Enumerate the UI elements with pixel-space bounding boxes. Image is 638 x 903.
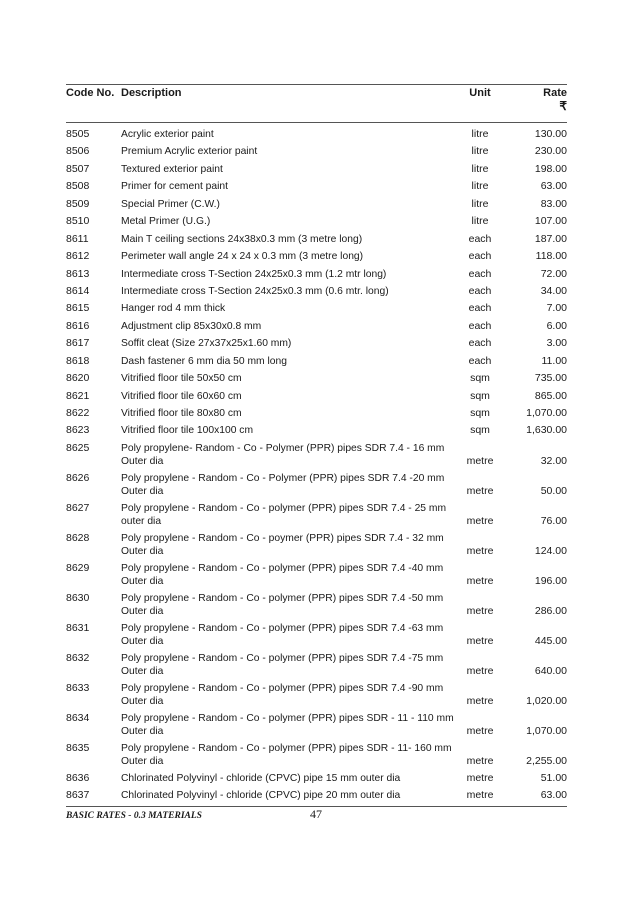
- row-unit: metre: [466, 514, 494, 527]
- row-rate: 7.00: [546, 302, 567, 315]
- row-rate: 1,630.00: [526, 424, 567, 437]
- row-description-line: Vitrified floor tile 60x60 cm: [121, 390, 242, 402]
- row-unit: metre: [466, 634, 494, 647]
- row-code: 8626: [66, 471, 90, 484]
- row-description-line-2: Outer dia: [121, 725, 164, 737]
- row-rate: 640.00: [534, 664, 567, 677]
- row-code: 8629: [66, 561, 90, 574]
- table-row: [66, 591, 567, 621]
- row-unit: sqm: [470, 407, 490, 419]
- row-code: 8637: [66, 789, 90, 802]
- row-description: [121, 789, 461, 805]
- row-description-line: Poly propylene - Random - Co - polymer (PPR) pipes SDR 7.4 - 25 mm: [121, 502, 447, 514]
- row-description-line-2: Outer dia: [121, 665, 164, 677]
- row-description-line: Poly propylene- Random - Co - Polymer (PPR) pipes SDR 7.4 - 16 mm: [121, 442, 445, 454]
- row-rate: 118.00: [535, 250, 567, 263]
- row-unit: litre: [471, 197, 489, 210]
- table-row: [66, 249, 567, 266]
- row-code: 8509: [66, 197, 90, 210]
- row-rate: 865.00: [534, 389, 567, 402]
- row-rate: 6.00: [546, 319, 567, 332]
- row-description-line-2: Outer dia: [121, 605, 164, 617]
- row-code: 8508: [66, 180, 90, 193]
- row-code: 8621: [66, 389, 90, 402]
- row-description: [121, 268, 461, 284]
- row-description: [121, 772, 461, 788]
- row-rate: 230.00: [534, 145, 567, 158]
- row-code: 8618: [66, 354, 90, 367]
- row-unit: litre: [471, 180, 489, 193]
- row-description-line-2: outer dia: [121, 515, 162, 527]
- row-description-line: Special Primer (C.W.): [121, 198, 220, 210]
- table-row: [66, 214, 567, 231]
- row-rate: 72.00: [540, 267, 567, 280]
- row-description: [121, 742, 461, 771]
- row-description: [121, 145, 461, 161]
- row-description: [121, 285, 461, 301]
- row-unit: metre: [466, 771, 494, 784]
- row-code: 8614: [66, 284, 90, 297]
- row-unit: metre: [466, 454, 494, 467]
- row-description-line: Vitrified floor tile 100x100 cm: [121, 425, 254, 437]
- row-unit: sqm: [470, 424, 490, 437]
- table-row: [66, 741, 567, 771]
- row-unit: each: [468, 354, 492, 367]
- row-description: [121, 622, 461, 651]
- table-row: [66, 232, 567, 249]
- page-number: 47: [310, 807, 322, 821]
- row-unit: each: [468, 302, 492, 315]
- row-code: 8635: [66, 741, 90, 754]
- row-code: 8632: [66, 651, 90, 664]
- row-rate: 107.00: [534, 215, 567, 228]
- row-description-line: Adjustment clip 85x30x0.8 mm: [121, 320, 262, 332]
- row-description: [121, 390, 461, 406]
- row-description: [121, 215, 461, 231]
- row-unit: each: [468, 284, 492, 297]
- row-code: 8633: [66, 681, 90, 694]
- table-row: [66, 127, 567, 144]
- row-description: [121, 442, 461, 471]
- row-code: 8634: [66, 711, 90, 724]
- row-unit: metre: [466, 484, 494, 497]
- table-row: [66, 389, 567, 406]
- row-description-line: Poly propylene - Random - Co - polymer (PPR) pipes SDR 7.4 -75 mm: [121, 652, 444, 664]
- row-code: 8620: [66, 372, 90, 385]
- table-row: [66, 301, 567, 318]
- row-rate: 11.00: [541, 354, 567, 367]
- table-row: [66, 371, 567, 388]
- row-rate: 50.00: [540, 484, 567, 497]
- row-description: [121, 372, 461, 388]
- table-row: [66, 621, 567, 651]
- row-description-line: Perimeter wall angle 24 x 24 x 0.3 mm (3 metre long): [121, 251, 364, 263]
- row-rate: 51.00: [540, 771, 567, 784]
- table-row: [66, 267, 567, 284]
- row-description-line-2: Outer dia: [121, 755, 164, 767]
- row-unit: metre: [466, 574, 494, 587]
- table-row: [66, 336, 567, 353]
- row-rate: 76.00: [540, 514, 567, 527]
- row-description: [121, 250, 461, 266]
- row-code: 8611: [66, 232, 89, 245]
- row-code: 8505: [66, 128, 90, 140]
- row-rate: 198.00: [534, 162, 567, 175]
- row-unit: each: [468, 319, 492, 332]
- row-rate: 124.00: [534, 544, 567, 557]
- row-unit: metre: [466, 754, 494, 767]
- row-code: 8623: [66, 424, 90, 437]
- row-rate: 2,255.00: [526, 754, 567, 767]
- row-code: 8622: [66, 407, 90, 419]
- row-code: 8636: [66, 771, 90, 784]
- table-row: [66, 354, 567, 371]
- row-code: 8617: [66, 337, 90, 350]
- table-body: [66, 123, 567, 806]
- table-row: [66, 651, 567, 681]
- row-code: 8506: [66, 145, 90, 158]
- row-code: 8616: [66, 319, 90, 332]
- row-description-line: Dash fastener 6 mm dia 50 mm long: [121, 355, 287, 367]
- table-row: [66, 423, 567, 440]
- row-description-line: Chlorinated Polyvinyl - chloride (CPVC) pipe 20 mm outer dia: [121, 790, 401, 802]
- row-description-line-2: Outer dia: [121, 635, 164, 647]
- row-description-line: Poly propylene - Random - Co - polymer (PPR) pipes SDR 7.4 -40 mm: [121, 562, 444, 574]
- row-description: [121, 355, 461, 371]
- row-unit: metre: [466, 789, 494, 802]
- row-description-line: Poly propylene - Random - Co - polymer (PPR) pipes SDR - 11 - 110 mm: [121, 712, 454, 724]
- row-unit: litre: [471, 162, 489, 175]
- row-description: [121, 302, 461, 318]
- row-rate: 83.00: [540, 197, 567, 210]
- row-rate: 3.00: [546, 337, 567, 350]
- table-row: [66, 471, 567, 501]
- row-description-line: Poly propylene - Random - Co - poymer (PPR) pipes SDR 7.4 - 32 mm: [121, 532, 444, 544]
- row-rate: 1,020.00: [526, 694, 567, 707]
- table-row: [66, 711, 567, 741]
- row-code: 8615: [66, 302, 90, 315]
- row-unit: litre: [471, 215, 489, 228]
- row-rate: 196.00: [534, 574, 567, 587]
- table-row: [66, 501, 567, 531]
- row-rate: 1,070.00: [526, 407, 567, 419]
- row-unit: litre: [471, 145, 489, 158]
- table-row: [66, 319, 567, 336]
- row-rate: 63.00: [540, 180, 567, 193]
- row-description: [121, 532, 461, 561]
- table-row: [66, 144, 567, 161]
- row-code: 8630: [66, 591, 90, 604]
- row-description: [121, 472, 461, 501]
- row-description-line: Vitrified floor tile 80x80 cm: [121, 408, 242, 419]
- row-rate: 187.00: [534, 232, 567, 245]
- row-description: [121, 128, 461, 144]
- row-rate: 735.00: [534, 372, 567, 385]
- table-row: [66, 681, 567, 711]
- row-unit: metre: [466, 724, 494, 737]
- row-rate: 445.00: [534, 634, 567, 647]
- row-description-line: Poly propylene - Random - Co - Polymer (PPR) pipes SDR 7.4 -20 mm: [121, 472, 445, 484]
- row-description-line: Acrylic exterior paint: [121, 129, 214, 140]
- row-description-line: Intermediate cross T-Section 24x25x0.3 mm (0.6 mtr. long): [121, 285, 389, 297]
- row-code: 8612: [66, 250, 90, 263]
- header-code: Code No.: [66, 87, 115, 99]
- row-description: [121, 180, 461, 196]
- row-description-line: Metal Primer (U.G.): [121, 216, 211, 228]
- row-description-line: Poly propylene - Random - Co - polymer (PPR) pipes SDR 7.4 -90 mm: [121, 682, 444, 694]
- row-code: 8507: [66, 162, 90, 175]
- table-row: [66, 441, 567, 471]
- row-unit: metre: [466, 664, 494, 677]
- table-row: [66, 771, 567, 788]
- row-rate: 130.00: [534, 128, 567, 140]
- page-footer: [66, 806, 567, 821]
- row-description: [121, 163, 461, 179]
- row-description: [121, 407, 461, 423]
- row-description-line: Soffit cleat (Size 27x37x25x1.60 mm): [121, 338, 292, 350]
- row-unit: sqm: [470, 372, 490, 385]
- rate-table: [66, 84, 567, 806]
- table-row: [66, 788, 567, 805]
- row-description: [121, 652, 461, 681]
- row-description-line: Textured exterior paint: [121, 163, 223, 175]
- row-description-line: Vitrified floor tile 50x50 cm: [121, 373, 242, 385]
- row-description: [121, 712, 461, 741]
- row-description: [121, 592, 461, 621]
- row-code: 8510: [66, 215, 90, 228]
- row-code: 8625: [66, 441, 90, 454]
- row-rate: 32.00: [540, 454, 567, 467]
- row-unit: metre: [466, 694, 494, 707]
- header-rate: [499, 87, 567, 122]
- row-description: [121, 562, 461, 591]
- row-code: 8631: [66, 621, 90, 634]
- footer-section-title: BASIC RATES - 0.3 MATERIALS: [66, 811, 202, 821]
- table-row: [66, 561, 567, 591]
- row-description-line: Poly propylene - Random - Co - polymer (PPR) pipes SDR - 11- 160 mm: [121, 742, 452, 754]
- row-description-line: Primer for cement paint: [121, 181, 229, 193]
- table-header: [66, 85, 567, 122]
- header-unit: Unit: [469, 87, 491, 99]
- row-unit: each: [468, 250, 492, 263]
- row-unit: sqm: [470, 389, 490, 402]
- row-description: [121, 198, 461, 214]
- row-unit: each: [468, 232, 492, 245]
- row-description-line-2: Outer dia: [121, 455, 164, 467]
- row-rate: 286.00: [534, 604, 567, 617]
- row-description: [121, 337, 461, 353]
- row-description-line: Chlorinated Polyvinyl - chloride (CPVC) pipe 15 mm outer dia: [121, 772, 401, 784]
- row-description-line-2: Outer dia: [121, 485, 164, 497]
- row-unit: each: [468, 267, 492, 280]
- row-description: [121, 424, 461, 440]
- row-code: 8627: [66, 501, 90, 514]
- row-description-line-2: Outer dia: [121, 575, 164, 587]
- row-description-line: Intermediate cross T-Section 24x25x0.3 mm (1.2 mtr long): [121, 268, 387, 280]
- table-row: [66, 531, 567, 561]
- row-description-line: Poly propylene - Random - Co - polymer (PPR) pipes SDR 7.4 -50 mm: [121, 592, 444, 604]
- row-unit: each: [468, 337, 492, 350]
- row-rate: 34.00: [540, 284, 567, 297]
- row-unit: litre: [471, 128, 489, 140]
- header-rate-label: Rate: [543, 87, 567, 99]
- row-description-line: Poly propylene - Random - Co - polymer (PPR) pipes SDR 7.4 -63 mm: [121, 622, 444, 634]
- row-description-line: Hanger rod 4 mm thick: [121, 303, 226, 315]
- row-rate: 1,070.00: [526, 724, 567, 737]
- row-description-line-2: Outer dia: [121, 695, 164, 707]
- table-row: [66, 179, 567, 196]
- table-row: [66, 197, 567, 214]
- row-description-line-2: Outer dia: [121, 545, 164, 557]
- table-row: [66, 162, 567, 179]
- row-description-line: Premium Acrylic exterior paint: [121, 146, 258, 158]
- table-row: [66, 284, 567, 301]
- row-description: [121, 682, 461, 711]
- row-code: 8613: [66, 267, 90, 280]
- header-description: Description: [121, 87, 182, 99]
- row-code: 8628: [66, 531, 90, 544]
- row-unit: metre: [466, 544, 494, 557]
- row-unit: metre: [466, 604, 494, 617]
- rupee-icon: ₹: [559, 99, 567, 113]
- row-description: [121, 502, 461, 531]
- row-description-line: Main T ceiling sections 24x38x0.3 mm (3 metre long): [121, 233, 363, 245]
- row-rate: 63.00: [540, 789, 567, 802]
- table-row: [66, 406, 567, 423]
- row-description: [121, 233, 461, 249]
- row-description: [121, 320, 461, 336]
